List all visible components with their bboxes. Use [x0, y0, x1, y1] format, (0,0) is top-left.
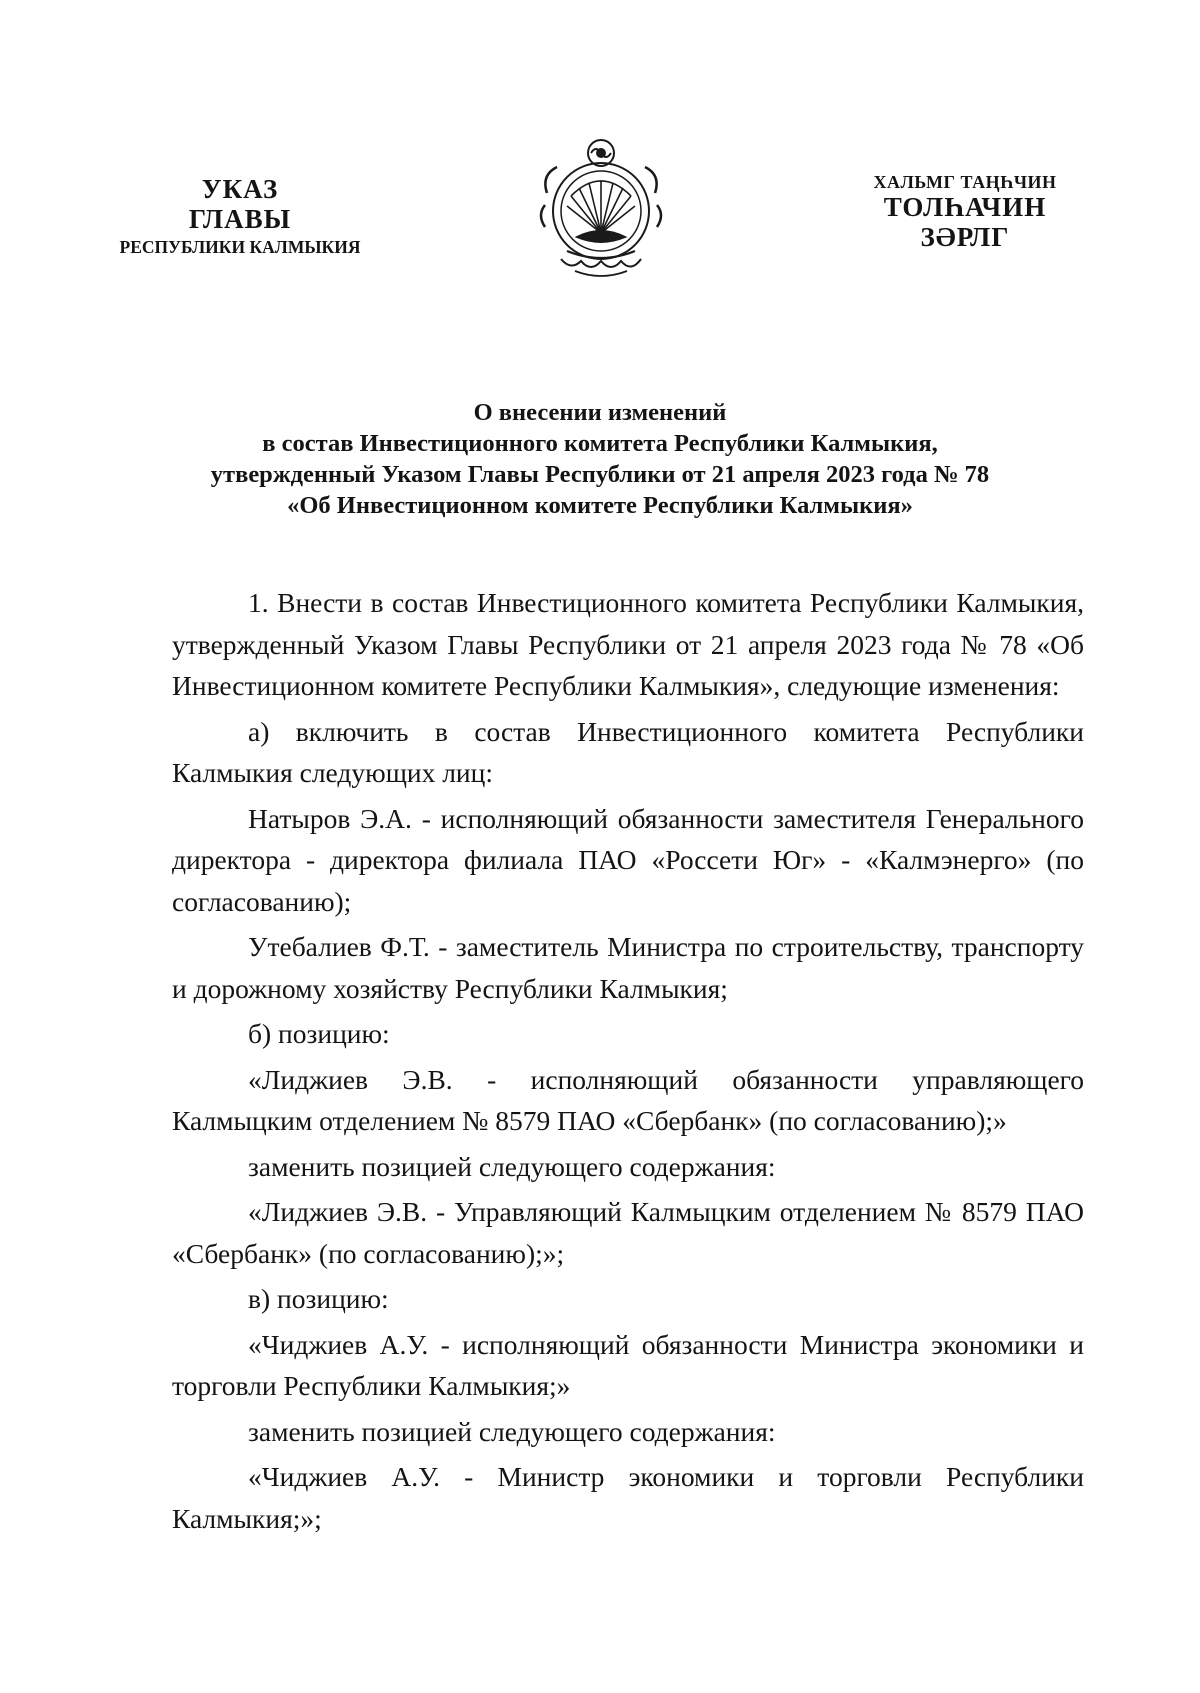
paragraph-5: б) позицию:: [248, 1018, 390, 1049]
header-right-line3: ЗӘРЛГ: [920, 222, 1010, 253]
title-line2: в состав Инвестиционного комитета Республики Калмыкия,: [262, 430, 938, 457]
document-body: [172, 582, 1084, 1539]
header-left: [95, 174, 385, 258]
paragraph-1: 1. Внести в состав Инвестиционного комитета Республики Калмыкия, утвержденный Указом Главы Республики от 21 апреля 2023 года № 78 «Об Инвестиционном комитете Республики Калмыкия», следующие изменения:: [172, 587, 1084, 701]
paragraph-7: заменить позицией следующего содержания:: [248, 1150, 776, 1182]
title-line1: О внесении изменений: [473, 399, 727, 426]
header-right: [845, 172, 1085, 253]
title-line3: утвержденный Указом Главы Республики от 21 апреля 2023 года № 78: [210, 461, 990, 488]
header-right-line2: ТОЛҺАЧИН: [883, 192, 1047, 223]
document-title: [100, 397, 1100, 521]
paragraph-3: Натыров Э.А. - исполняющий обязанности заместителя Генерального директора - директора филиала ПАО «Россети Юг» - «Калмэнерго» (по согласованию);: [172, 802, 1084, 917]
title-line4: «Об Инвестиционном комитете Республики Калмыкия»: [287, 492, 913, 519]
paragraph-9: в) позицию:: [248, 1283, 389, 1314]
paragraph-10: «Чиджиев А.У. - исполняющий обязанности Министра экономики и торговли Республики Калмыкия;»: [172, 1328, 1084, 1401]
paragraph-12: «Чиджиев А.У. - Министр экономики и торговли Республики Калмыкия;»;: [172, 1461, 1084, 1534]
header-right-line1: ХАЛЬМГ ТАҢҺЧИН: [873, 172, 1057, 192]
paragraph-8: «Лиджиев Э.В. - Управляющий Калмыцким отделением № 8579 ПАО «Сбербанк» (по согласованию);»;: [172, 1196, 1084, 1269]
kalmykia-coat-of-arms-icon: [531, 133, 671, 283]
header-left-line3: РЕСПУБЛИКИ КАЛМЫКИЯ: [119, 237, 361, 258]
paragraph-11: заменить позицией следующего содержания:: [248, 1415, 776, 1447]
paragraph-2: а) включить в состав Инвестиционного комитета Республики Калмыкия следующих лиц:: [172, 715, 1084, 788]
paragraph-6: «Лиджиев Э.В. - исполняющий обязанности управляющего Калмыцким отделением № 8579 ПАО «Сбербанк» (по согласованию);»: [172, 1063, 1084, 1136]
header-left-line1: УКАЗ: [201, 174, 279, 204]
header-left-line2: ГЛАВЫ: [188, 204, 292, 235]
paragraph-4: Утебалиев Ф.Т. - заместитель Министра по строительству, транспорту и дорожному хозяйству Республики Калмыкия;: [172, 931, 1084, 1004]
